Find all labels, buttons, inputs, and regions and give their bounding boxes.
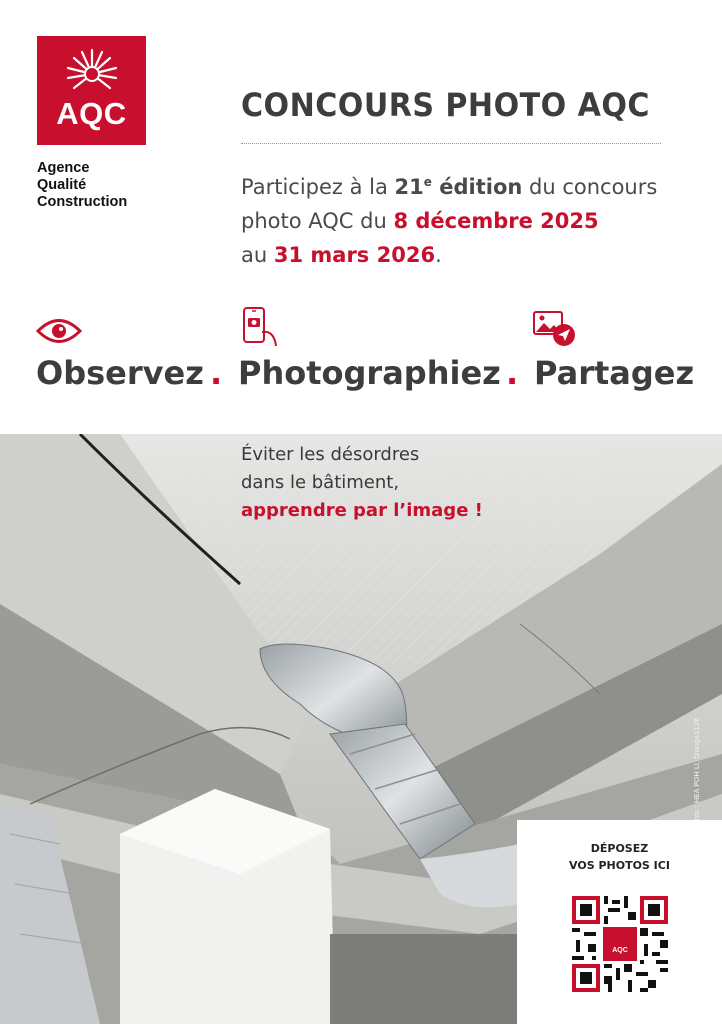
intro-text: au <box>241 243 274 267</box>
logo-name-line: Agence <box>37 160 90 176</box>
step-separator: . <box>210 354 223 392</box>
edition-sup: e <box>423 175 432 189</box>
end-date: 31 mars 2026 <box>273 243 436 267</box>
tagline-line: dans le bâtiment, <box>241 472 400 493</box>
intro-text: photo AQC du <box>241 209 394 233</box>
logo-name <box>37 160 127 211</box>
edition-word: édition <box>431 175 523 199</box>
edition-number <box>395 175 523 199</box>
intro-paragraph <box>241 165 701 272</box>
title-divider <box>241 143 661 144</box>
tagline <box>241 441 483 525</box>
logo-name-line: Qualité <box>37 177 87 193</box>
step-photograph: Photographiez <box>238 354 501 392</box>
qr-label-line: VOS PHOTOS ICI <box>569 859 670 872</box>
photo-send-icon <box>532 310 578 348</box>
logo-name-line: Construction <box>37 194 128 210</box>
intro-text: Participez à la <box>241 175 395 199</box>
page-title: CONCOURS PHOTO AQC <box>241 86 650 124</box>
qr-label <box>517 840 722 874</box>
aqc-logo <box>37 36 146 145</box>
qr-logo-badge: AQC <box>603 927 637 961</box>
intro-text: du concours <box>522 175 658 199</box>
qr-label-line: DÉPOSEZ <box>590 842 649 855</box>
qr-panel <box>517 820 722 1024</box>
phone-camera-icon <box>240 306 280 348</box>
step-separator: . <box>506 354 519 392</box>
intro-text: . <box>435 243 442 267</box>
logo-abbr: AQC <box>56 96 127 131</box>
tagline-line: Éviter les désordres <box>241 444 420 465</box>
step-observe: Observez <box>36 354 204 392</box>
sunburst-icon <box>64 46 120 96</box>
edition-num: 21 <box>394 175 424 199</box>
step-share: Partagez <box>534 354 695 392</box>
eye-icon <box>36 316 82 346</box>
start-date: 8 décembre 2025 <box>393 209 599 233</box>
tagline-highlight: apprendre par l’image ! <box>241 500 483 521</box>
